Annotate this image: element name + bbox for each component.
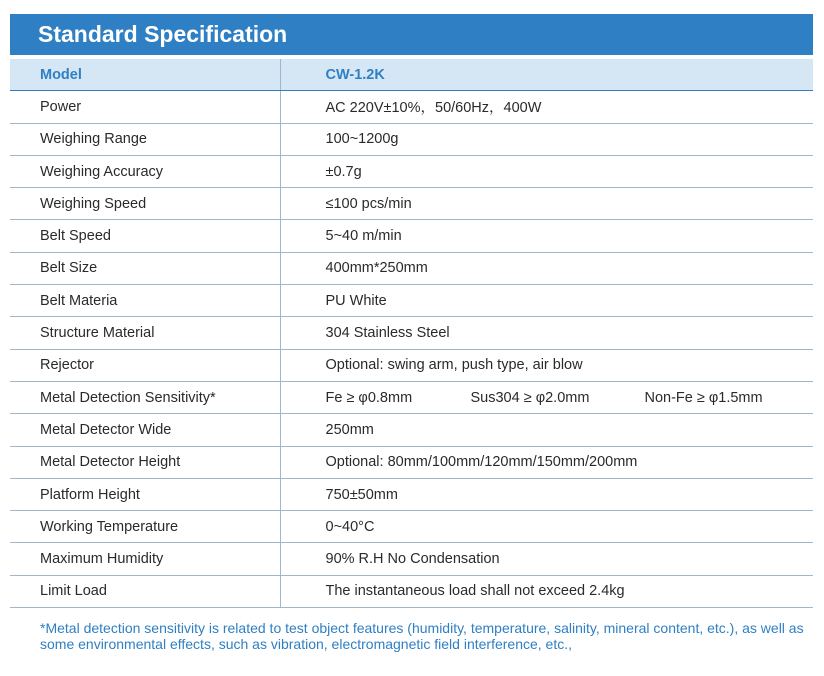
table-row bbox=[10, 252, 813, 284]
row-label: Metal Detection Sensitivity* bbox=[10, 381, 280, 413]
row-label: Working Temperature bbox=[10, 511, 280, 543]
sensitivity-sus304: Sus304 ≥ φ2.0mm bbox=[470, 389, 590, 406]
row-value: 750±50mm bbox=[280, 478, 813, 510]
sensitivity-fe: Fe ≥ φ0.8mm bbox=[325, 389, 413, 406]
row-label: Weighing Range bbox=[10, 123, 280, 155]
row-value: ≤100 pcs/min bbox=[280, 188, 813, 220]
row-label: Platform Height bbox=[10, 478, 280, 510]
table-header-row bbox=[10, 59, 813, 91]
table-row bbox=[10, 478, 813, 510]
table-row bbox=[10, 414, 813, 446]
row-value: The instantaneous load shall not exceed 2.4kg bbox=[280, 575, 813, 607]
row-label: Weighing Speed bbox=[10, 188, 280, 220]
row-label: Power bbox=[10, 91, 280, 123]
table-row bbox=[10, 220, 813, 252]
row-label: Metal Detector Height bbox=[10, 446, 280, 478]
row-label: Limit Load bbox=[10, 575, 280, 607]
table-row bbox=[10, 91, 813, 123]
row-label: Structure Material bbox=[10, 317, 280, 349]
table-row bbox=[10, 575, 813, 607]
row-value: 250mm bbox=[280, 414, 813, 446]
table-row bbox=[10, 285, 813, 317]
table-row bbox=[10, 317, 813, 349]
row-label: Belt Speed bbox=[10, 220, 280, 252]
header-label: Model bbox=[10, 59, 280, 91]
row-value bbox=[280, 381, 813, 413]
row-value: 400mm*250mm bbox=[280, 252, 813, 284]
row-value: ±0.7g bbox=[280, 155, 813, 187]
row-value: 304 Stainless Steel bbox=[280, 317, 813, 349]
table-row bbox=[10, 155, 813, 187]
row-value: Optional: 80mm/100mm/120mm/150mm/200mm bbox=[280, 446, 813, 478]
table-row-sensitivity bbox=[10, 381, 813, 413]
footnote: *Metal detection sensitivity is related to test object features (humidity, temperature, salinity, mineral content, etc.), as well as some environmental effects, such as vibration, electromagnetic field interference, etc., bbox=[40, 620, 804, 652]
page-title: Standard Specification bbox=[10, 14, 813, 55]
row-label: Rejector bbox=[10, 349, 280, 381]
table-row bbox=[10, 511, 813, 543]
row-value: 100~1200g bbox=[280, 123, 813, 155]
row-value: AC 220V±10%，50/60Hz，400W bbox=[280, 91, 813, 123]
table-row bbox=[10, 543, 813, 575]
sensitivity-non-fe: Non-Fe ≥ φ1.5mm bbox=[644, 389, 763, 406]
table-row bbox=[10, 188, 813, 220]
row-label: Belt Size bbox=[10, 252, 280, 284]
row-label: Belt Materia bbox=[10, 285, 280, 317]
row-value: PU White bbox=[280, 285, 813, 317]
row-label: Metal Detector Wide bbox=[10, 414, 280, 446]
row-value: 0~40°C bbox=[280, 511, 813, 543]
row-label: Weighing Accuracy bbox=[10, 155, 280, 187]
table-row bbox=[10, 349, 813, 381]
row-value: Optional: swing arm, push type, air blow bbox=[280, 349, 813, 381]
table-row bbox=[10, 446, 813, 478]
spec-table bbox=[10, 59, 813, 608]
row-label: Maximum Humidity bbox=[10, 543, 280, 575]
row-value: 90% R.H No Condensation bbox=[280, 543, 813, 575]
header-value: CW-1.2K bbox=[280, 59, 813, 91]
row-value: 5~40 m/min bbox=[280, 220, 813, 252]
table-row bbox=[10, 123, 813, 155]
